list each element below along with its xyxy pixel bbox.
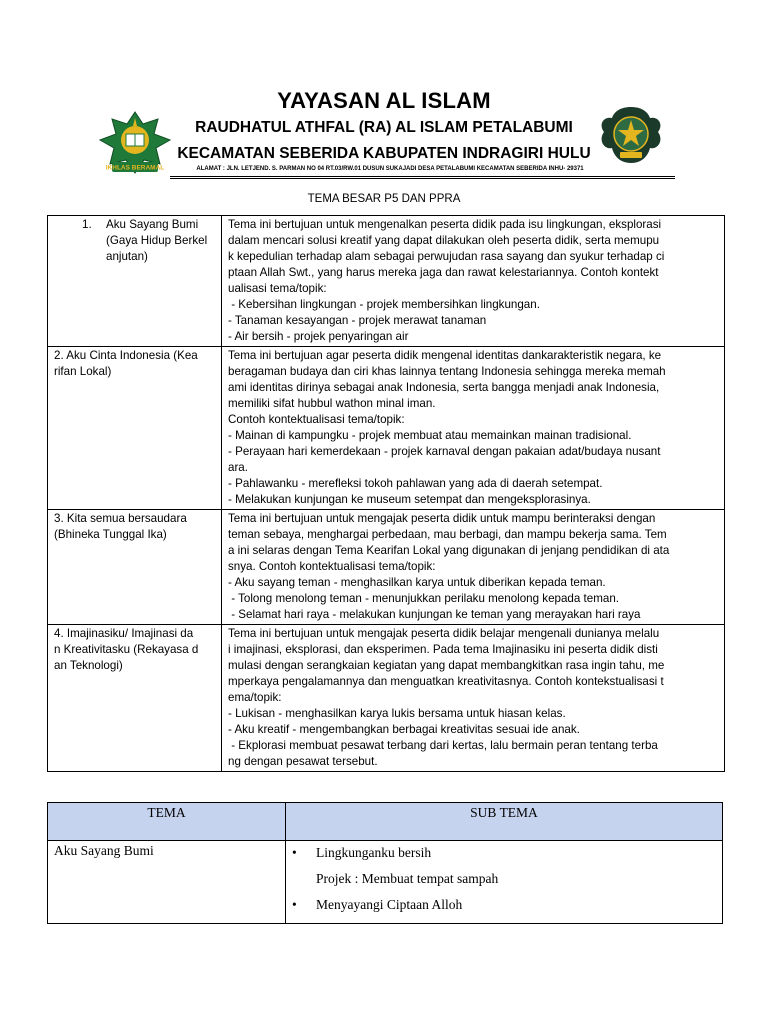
theme-number: 1. [82,218,92,231]
description-line: teman sebaya, menghargai perbedaan, mau berbagi, dan mampu bekerja sama. Tem [228,528,667,541]
theme-label-line: 3. Kita semua bersaudara [54,512,187,525]
theme-label-line: anjutan) [106,250,148,263]
description-line: - Tanaman kesayangan - projek merawat tanaman [228,314,487,327]
theme-description-cell [222,347,725,510]
description-line: Tema ini bertujuan untuk mengajak peserta didik untuk mampu berinteraksi dengan [228,512,656,525]
theme-label-cell [48,625,222,772]
theme-label-line: n Kreativitasku (Rekayasa d [54,643,199,656]
list-item [292,843,716,869]
theme-label-line: an Teknologi) [54,659,123,672]
description-line: beragaman budaya dan ciri khas lainnya tentang Indonesia sehingga mereka memah [228,365,666,378]
organization-name: YAYASAN AL ISLAM [277,88,491,113]
description-line: ng dengan pesawat tersebut. [228,755,378,768]
table-row [48,841,723,924]
description-line: - Air bersih - projek penyaringan air [228,330,409,343]
subtheme-table [47,802,723,924]
column-header-subtema: SUB TEMA [286,803,723,841]
table-row [48,625,725,772]
theme-description-cell [222,510,725,625]
theme-label-cell [48,510,222,625]
subtema-text: Menyayangi Ciptaan Alloh [316,897,463,912]
description-line: - Aku sayang teman - menghasilkan karya untuk diberikan kepada teman. [228,576,606,589]
subtema-list [292,843,716,921]
column-header-tema: TEMA [48,803,286,841]
description-line: - Mainan di kampungku - projek membuat atau memainkan mainan tradisional. [228,429,632,442]
table-header-row [48,803,723,841]
table-row [48,347,725,510]
subtema-text: Projek : Membuat tempat sampah [316,871,499,886]
theme-label-line: (Gaya Hidup Berkel [106,234,208,247]
document-title: TEMA BESAR P5 DAN PPRA [307,193,461,205]
table-row [48,510,725,625]
subtema-cell [286,841,723,924]
theme-table [47,215,725,772]
description-line: - Lukisan - menghasilkan karya lukis bersama untuk hiasan kelas. [228,707,566,720]
description-line: a ini selaras dengan Tema Kearifan Lokal yang digunakan di jenjang pendidikan di ata [228,544,670,557]
theme-label-cell [48,216,222,347]
description-line: ualisasi tema/topik: [228,282,327,295]
description-line: ara. [228,461,248,474]
description-line: - Aku kreatif - mengembangkan berbagai kreativitas sesuai ide anak. [228,723,580,736]
theme-label-cell [48,347,222,510]
theme-label-line: rifan Lokal) [54,365,112,378]
description-line: - Tolong menolong teman - menunjukkan perilaku menolong kepada teman. [228,592,619,605]
description-line: - Melakukan kunjungan ke museum setempat dan mengeksplorasinya. [228,493,591,506]
description-line: ptaan Allah Swt., yang harus mereka jaga dan rawat kelestariannya. Contoh kontekt [228,266,659,279]
description-line: - Kebersihan lingkungan - projek membersihkan lingkungan. [228,298,540,311]
school-name: RAUDHATUL ATHFAL (RA) AL ISLAM PETALABUMI [195,119,573,136]
district-name: KECAMATAN SEBERIDA KABUPATEN INDRAGIRI HULU [177,145,591,162]
theme-label-line: 2. Aku Cinta Indonesia (Kea [54,349,198,362]
description-line: Tema ini bertujuan untuk mengenalkan peserta didik pada isu lingkungan, eksplorasi [228,218,662,231]
description-line: Contoh kontektualisasi tema/topik: [228,413,405,426]
description-line: memiliki sifat hubbul wathon minal iman. [228,397,436,410]
description-line: Tema ini bertujuan agar peserta didik mengenal identitas dankarakteristik negara, ke [228,349,662,362]
theme-label-line: (Bhineka Tunggal Ika) [54,528,167,541]
table-row [48,216,725,347]
list-item [292,895,716,921]
tema-cell: Aku Sayang Bumi [48,841,286,924]
description-line: dalam mencari solusi kreatif yang dapat dilakukan oleh peserta didik, serta memupu [228,234,660,247]
logo-motto-text: IKHLAS BERAMAL [105,164,165,172]
description-line: - Ekplorasi membuat pesawat terbang dari kertas, lalu bermain peran tentang terba [228,739,658,752]
subtema-text: Lingkunganku bersih [316,845,432,860]
theme-description-cell [222,216,725,347]
description-line: mperkaya pengalamannya dan menguatkan kreativitasnya. Contoh kontekstualisasi t [228,675,664,688]
description-line: - Pahlawanku - merefleksi tokoh pahlawan yang ada di daerah setempat. [228,477,603,490]
description-line: - Perayaan hari kemerdekaan - projek karnaval dengan pakaian adat/budaya nusant [228,445,661,458]
description-line: mulasi dengan serangkaian kegiatan yang dapat membangkitkan rasa ingin tahu, me [228,659,665,672]
theme-description-cell [222,625,725,772]
theme-label-line: 4. Imajinasiku/ Imajinasi da [54,627,194,640]
bullet-icon: • [292,845,297,860]
description-line: ema/topik: [228,691,282,704]
letterhead-rule [170,178,675,179]
description-line: i imajinasi, eksplorasi, dan eksperimen. Pada tema Imajinasiku ini peserta didik disti [228,643,658,656]
theme-label-line: Aku Sayang Bumi [106,218,199,231]
description-line: ami identitas dirinya sebagai anak Indonesia, serta bangga menjadi anak Indonesia, [228,381,660,394]
description-line: k kepedulian terhadap alam sebagai perwujudan rasa sayang dan syukur terhadap ci [228,250,665,263]
description-line: snya. Contoh kontektualisasi tema/topik: [228,560,436,573]
description-line: - Selamat hari raya - melakukan kunjungan ke teman yang merayakan hari raya [228,608,641,621]
address-line: ALAMAT : JLN. LETJEND. S. PARMAN NO 04 RT.03/RW.01 DUSUN SUKAJADI DESA PETALABUMI KECAMATAN SEBERIDA INHU- 29371 [196,166,584,172]
letterhead-rule [170,176,675,177]
description-line: Tema ini bertujuan untuk mengajak peserta didik belajar mengenali dunianya melalu [228,627,660,640]
list-item [292,869,716,895]
bullet-icon: • [292,897,297,912]
